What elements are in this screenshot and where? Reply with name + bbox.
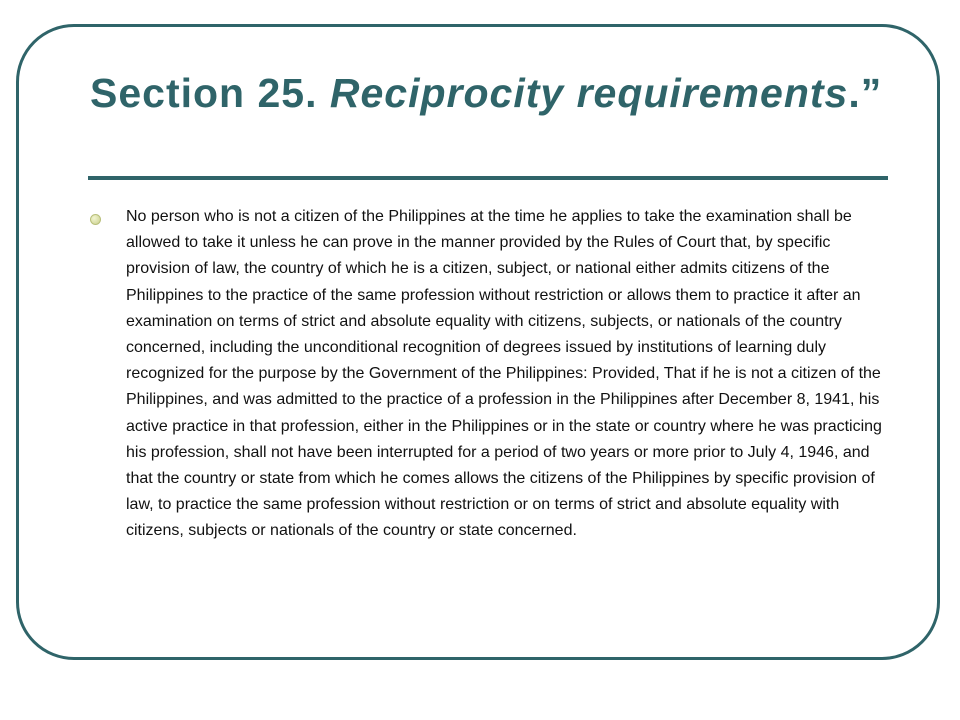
bullet-icon xyxy=(90,214,101,225)
slide-title xyxy=(90,66,890,121)
title-italic: Reciprocity requirements xyxy=(329,70,849,116)
title-divider xyxy=(88,176,888,180)
title-plain: Section 25. xyxy=(90,70,330,116)
body-paragraph: No person who is not a citizen of the Philippines at the time he applies to take the examination shall be allowed to take it unless he can prove in the manner provided by the Rules of Court that, by specific provision of law, the country of which he is a citizen, subject, or national either admits citizens of the Philippines to the practice of the same profession without restriction or allows them to practice it after an examination on terms of strict and absolute equality with citizens, subjects, or nationals of the country concerned, including the unconditional recognition of degrees issued by institutions of learning duly recognized for the purpose by the Government of the Philippines: Provided, That if he is not a citizen of the Philippines, and was admitted to the practice of a profession in the Philippines after December 8, 1941, his active practice in that profession, either in the Philippines or in the state or country where he was practicing his profession, shall not have been interrupted for a period of two years or more prior to July 4, 1946, and that the country or state from which he comes allows the citizens of the Philippines by specific provision of law, to practice the same profession without restriction or on terms of strict and absolute equality with citizens, subjects or nationals of the country or state concerned. xyxy=(126,208,882,540)
title-end: .” xyxy=(848,70,883,116)
